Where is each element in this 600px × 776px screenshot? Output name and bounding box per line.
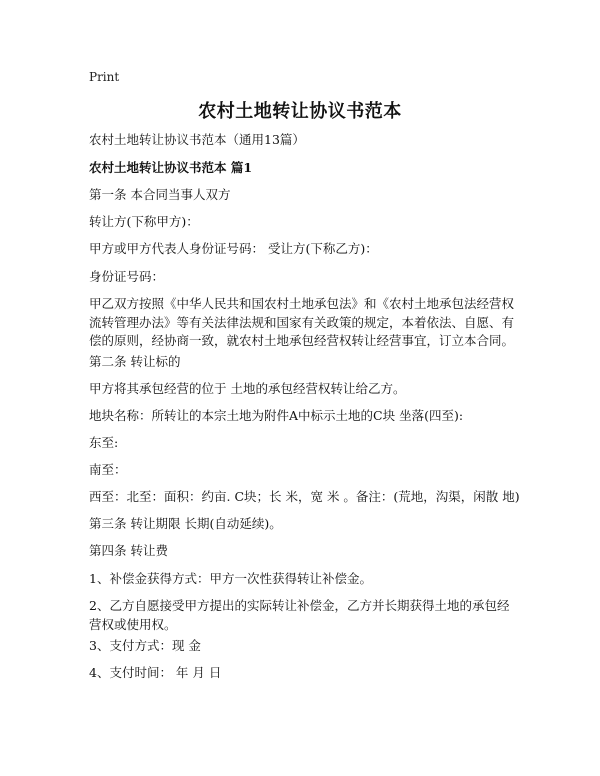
print-link[interactable]: Print — [89, 70, 120, 84]
paragraph: 甲方将其承包经营的位于 土地的承包经营权转让给乙方。 — [89, 381, 406, 396]
paragraph: 第二条 转让标的 — [89, 354, 181, 369]
paragraph: 东至: — [89, 435, 119, 450]
paragraph: 身份证号码： — [89, 269, 165, 284]
paragraph: 3、支付方式：现 金 — [89, 638, 201, 653]
paragraph: 第四条 转让费 — [89, 543, 168, 558]
section-heading: 农村土地转让协议书范本 篇1 — [89, 160, 253, 175]
subtitle: 农村土地转让协议书范本（通用13篇） — [89, 132, 305, 147]
paragraph: 地块名称：所转让的本宗土地为附件A中标示土地的C块 坐落(四至): — [89, 408, 464, 423]
page-title: 农村土地转让协议书范本 — [198, 101, 402, 122]
paragraph: 南至： — [89, 462, 127, 477]
paragraph: 第一条 本合同当事人双方 — [89, 187, 231, 202]
paragraph: 第三条 转让期限 长期(自动延续)。 — [89, 516, 282, 531]
paragraph: 转让方(下称甲方)： — [89, 214, 199, 229]
paragraph: 4、支付时间： 年 月 日 — [89, 665, 222, 680]
paragraph: 西至：北至：面积：约亩. C块；长 米，宽 米 。备注：(荒地，沟渠，闲散 地) — [89, 489, 520, 504]
paragraph: 甲乙双方按照《中华人民共和国农村土地承包法》和《农村土地承包法经营权流转管理办法》等有关法律法规和国家有关政策的规定，本着依法、自愿、有偿的原则，经协商一致，就农村土地承包经营权转让经营事宜，订立本合同。 — [89, 296, 515, 348]
paragraph: 2、乙方自愿接受甲方提出的实际转让补偿金，乙方并长期获得土地的承包经营权或使用权。 — [89, 598, 510, 632]
paragraph: 甲方或甲方代表人身份证号码： 受让方(下称乙方)： — [89, 241, 378, 256]
paragraph: 1、补偿金获得方式：甲方一次性获得转让补偿金。 — [89, 571, 372, 586]
